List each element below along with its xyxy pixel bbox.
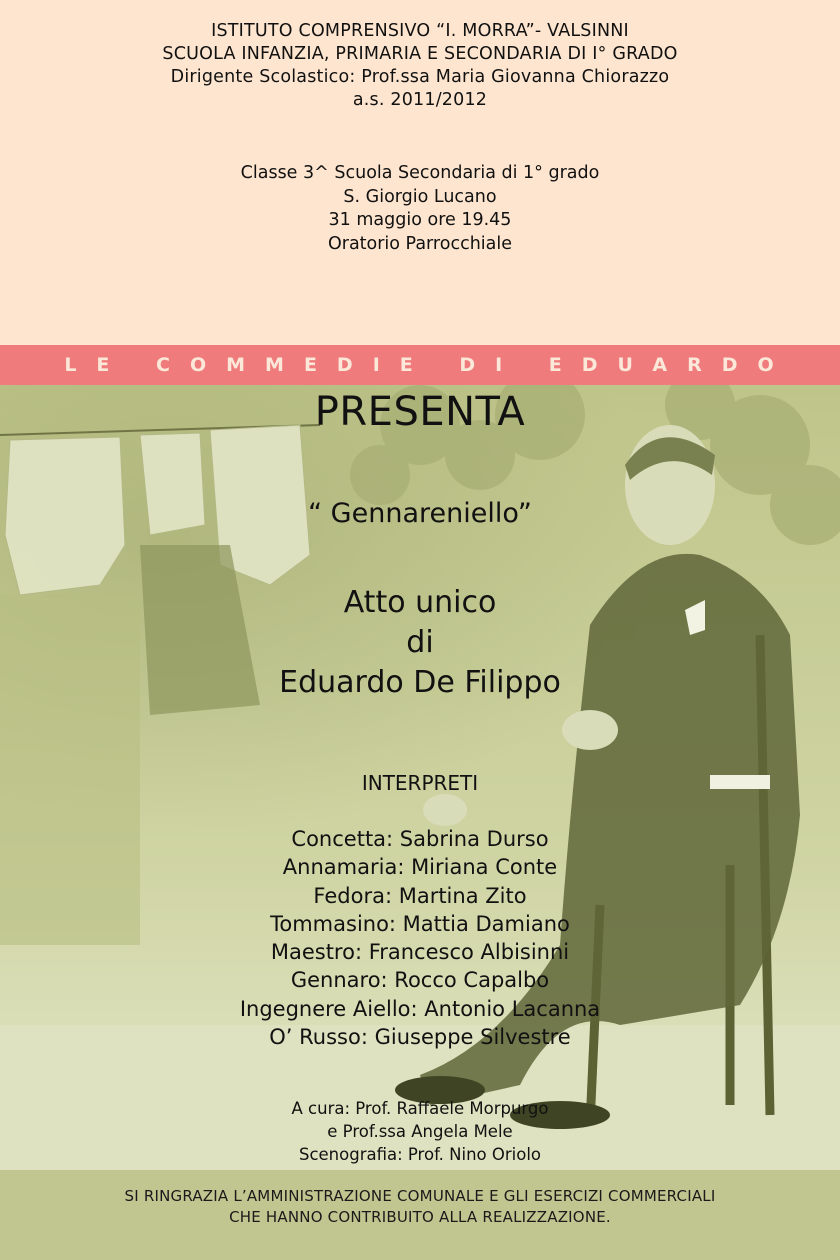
interpreti-heading: INTERPRETI [361,771,479,795]
cast-item: O’ Russo: Giuseppe Silvestre [269,1025,571,1050]
school-year: a.s. 2011/2012 [352,90,488,110]
event-date: 31 maggio ore 19.45 [328,210,512,230]
credit-codirection: e Prof.ssa Angela Mele [327,1122,513,1141]
credit-direction: A cura: Prof. Raffaele Morpurgo [291,1099,549,1118]
credits [230,1097,610,1166]
cast-item: Concetta: Sabrina Durso [291,827,549,851]
school-levels: SCUOLA INFANZIA, PRIMARIA E SECONDARIA DI I° GRADO [162,44,678,64]
footer-line: SI RINGRAZIA L’AMMINISTRAZIONE COMUNALE E GLI ESERCIZI COMMERCIALI [124,1187,716,1205]
event-place: S. Giorgio Lucano [343,186,497,207]
cast-item: Annamaria: Miriana Conte [282,855,558,880]
play-by: di [406,625,434,660]
cast-item: Maestro: Francesco Albisinni [270,940,570,965]
play-author: Eduardo De Filippo [279,665,561,700]
event-class: Classe 3^ Scuola Secondaria di 1° grado [240,163,600,183]
school-principal: Dirigente Scolastico: Prof.ssa Maria Giovanna Chiorazzo [170,67,670,87]
credit-scenography: Scenografia: Prof. Nino Oriolo [298,1145,542,1164]
event-venue: Oratorio Parrocchiale [327,233,513,254]
banner-title: LE COMMEDIE DI EDUARDO [64,354,794,376]
footer-thanks [0,1186,840,1228]
cast-item: Gennaro: Rocco Capalbo [290,968,550,993]
cast-item: Fedora: Martina Zito [313,883,527,908]
cast-item: Ingegnere Aiello: Antonio Lacanna [239,996,601,1021]
school-name: ISTITUTO COMPRENSIVO “I. MORRA”- VALSINNI [211,21,629,41]
footer-line: CHE HANNO CONTRIBUITO ALLA REALIZZAZIONE. [229,1208,611,1226]
presenta-heading: PRESENTA [314,389,526,435]
play-subtitle [0,583,840,703]
school-header [0,20,840,112]
cast-list [0,825,840,1051]
event-info [0,162,840,256]
play-type: Atto unico [343,585,497,620]
cast-item: Tommasino: Mattia Damiano [270,911,570,936]
play-title: “ Gennareniello” [308,498,532,529]
